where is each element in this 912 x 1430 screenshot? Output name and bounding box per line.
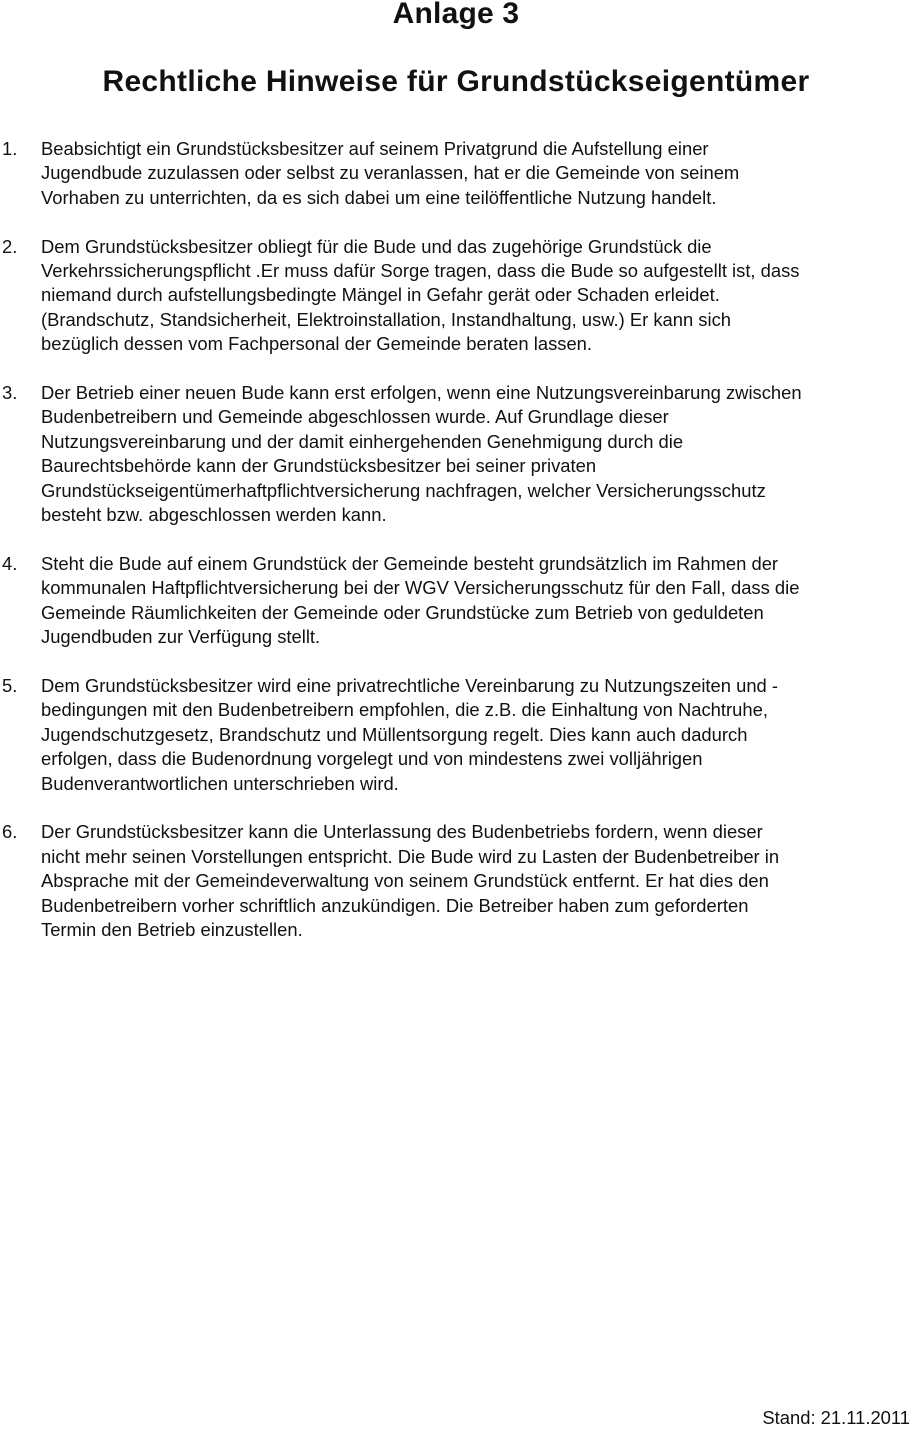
- legal-notes-list: [0, 137, 912, 967]
- item-text-line: Absprache mit der Gemeindeverwaltung von seinem Grundstück entfernt. Er hat dies den: [41, 870, 769, 892]
- item-text-line: Vorhaben zu unterrichten, da es sich dabei um eine teilöffentliche Nutzung handelt.: [41, 186, 717, 208]
- item-text-line: Budenbetreibern vorher schriftlich anzukündigen. Die Betreiber haben zum geforderten: [41, 894, 749, 916]
- item-text-line: Verkehrssicherungspflicht .Er muss dafür Sorge tragen, dass die Bude so aufgestellt ist, dass: [41, 260, 800, 282]
- item-text-line: Termin den Betrieb einzustellen.: [41, 918, 303, 940]
- item-text-line: Gemeinde Räumlichkeiten der Gemeinde oder Grundstücke zum Betrieb von geduldeten: [41, 601, 764, 623]
- item-number: 1.: [2, 138, 18, 159]
- item-text-line: Budenverantwortlichen unterschrieben wird.: [41, 772, 399, 794]
- document-date: Stand: 21.11.2011: [762, 1407, 910, 1428]
- item-text-line: Grundstückseigentümerhaftpflichtversicherung nachfragen, welcher Versicherungsschutz: [41, 479, 766, 501]
- item-text-line: Der Grundstücksbesitzer kann die Unterlassung des Budenbetriebs fordern, wenn dieser: [41, 821, 763, 843]
- item-text-line: bedingungen mit den Budenbetreibern empfohlen, die z.B. die Einhaltung von Nachtruhe,: [41, 699, 768, 721]
- annex-label: Anlage 3: [392, 0, 520, 30]
- item-number: 3.: [2, 382, 18, 404]
- item-number: 6.: [2, 821, 18, 843]
- item-text-line: Beabsichtigt ein Grundstücksbesitzer auf seinem Privatgrund die Aufstellung einer: [41, 138, 709, 159]
- list-item: [0, 381, 912, 527]
- item-text-line: Steht die Bude auf einem Grundstück der Gemeinde besteht grundsätzlich im Rahmen der: [41, 552, 779, 574]
- item-number: 2.: [2, 235, 18, 257]
- list-item: [0, 235, 912, 357]
- page-title: Rechtliche Hinweise für Grundstückseigentümer: [102, 65, 810, 98]
- list-item: [0, 674, 912, 796]
- item-text-line: Der Betrieb einer neuen Bude kann erst erfolgen, wenn eine Nutzungsvereinbarung zwischen: [41, 382, 802, 404]
- item-text-line: besteht bzw. abgeschlossen werden kann.: [41, 504, 387, 526]
- item-text-line: nicht mehr seinen Vorstellungen entspricht. Die Bude wird zu Lasten der Budenbetreiber in: [41, 845, 780, 867]
- list-item: [0, 820, 912, 942]
- item-text-line: Nutzungsvereinbarung und der damit einhergehenden Genehmigung durch die: [41, 430, 684, 452]
- item-text-line: Jugendbude zuzulassen oder selbst zu veranlassen, hat er die Gemeinde von seinem: [41, 162, 740, 184]
- item-number: 5.: [2, 674, 18, 696]
- list-item: [0, 552, 912, 650]
- item-text-line: erfolgen, dass die Budenordnung vorgelegt und von mindestens zwei volljährigen: [41, 748, 703, 770]
- item-text-line: Dem Grundstücksbesitzer wird eine privatrechtliche Vereinbarung zu Nutzungszeiten und -: [41, 674, 779, 696]
- item-text-line: kommunalen Haftpflichtversicherung bei der WGV Versicherungsschutz für den Fall, dass die: [41, 577, 800, 599]
- item-text-line: Baurechtsbehörde kann der Grundstücksbesitzer bei seiner privaten: [41, 455, 597, 477]
- item-number: 4.: [2, 552, 18, 574]
- item-text-line: niemand durch aufstellungsbedingte Mängel in Gefahr gerät oder Schaden erleidet.: [41, 284, 720, 306]
- item-text-line: (Brandschutz, Standsicherheit, Elektroinstallation, Instandhaltung, usw.) Er kann sich: [41, 308, 732, 330]
- item-text-line: bezüglich dessen vom Fachpersonal der Gemeinde beraten lassen.: [41, 333, 593, 355]
- item-text-line: Jugendbuden zur Verfügung stellt.: [41, 626, 321, 648]
- item-text-line: Jugendschutzgesetz, Brandschutz und Müllentsorgung regelt. Dies kann auch dadurch: [41, 723, 748, 745]
- item-text-line: Budenbetreibern und Gemeinde abgeschlossen wurde. Auf Grundlage dieser: [41, 406, 669, 428]
- list-item: [0, 137, 912, 210]
- item-text-line: Dem Grundstücksbesitzer obliegt für die Bude und das zugehörige Grundstück die: [41, 235, 712, 257]
